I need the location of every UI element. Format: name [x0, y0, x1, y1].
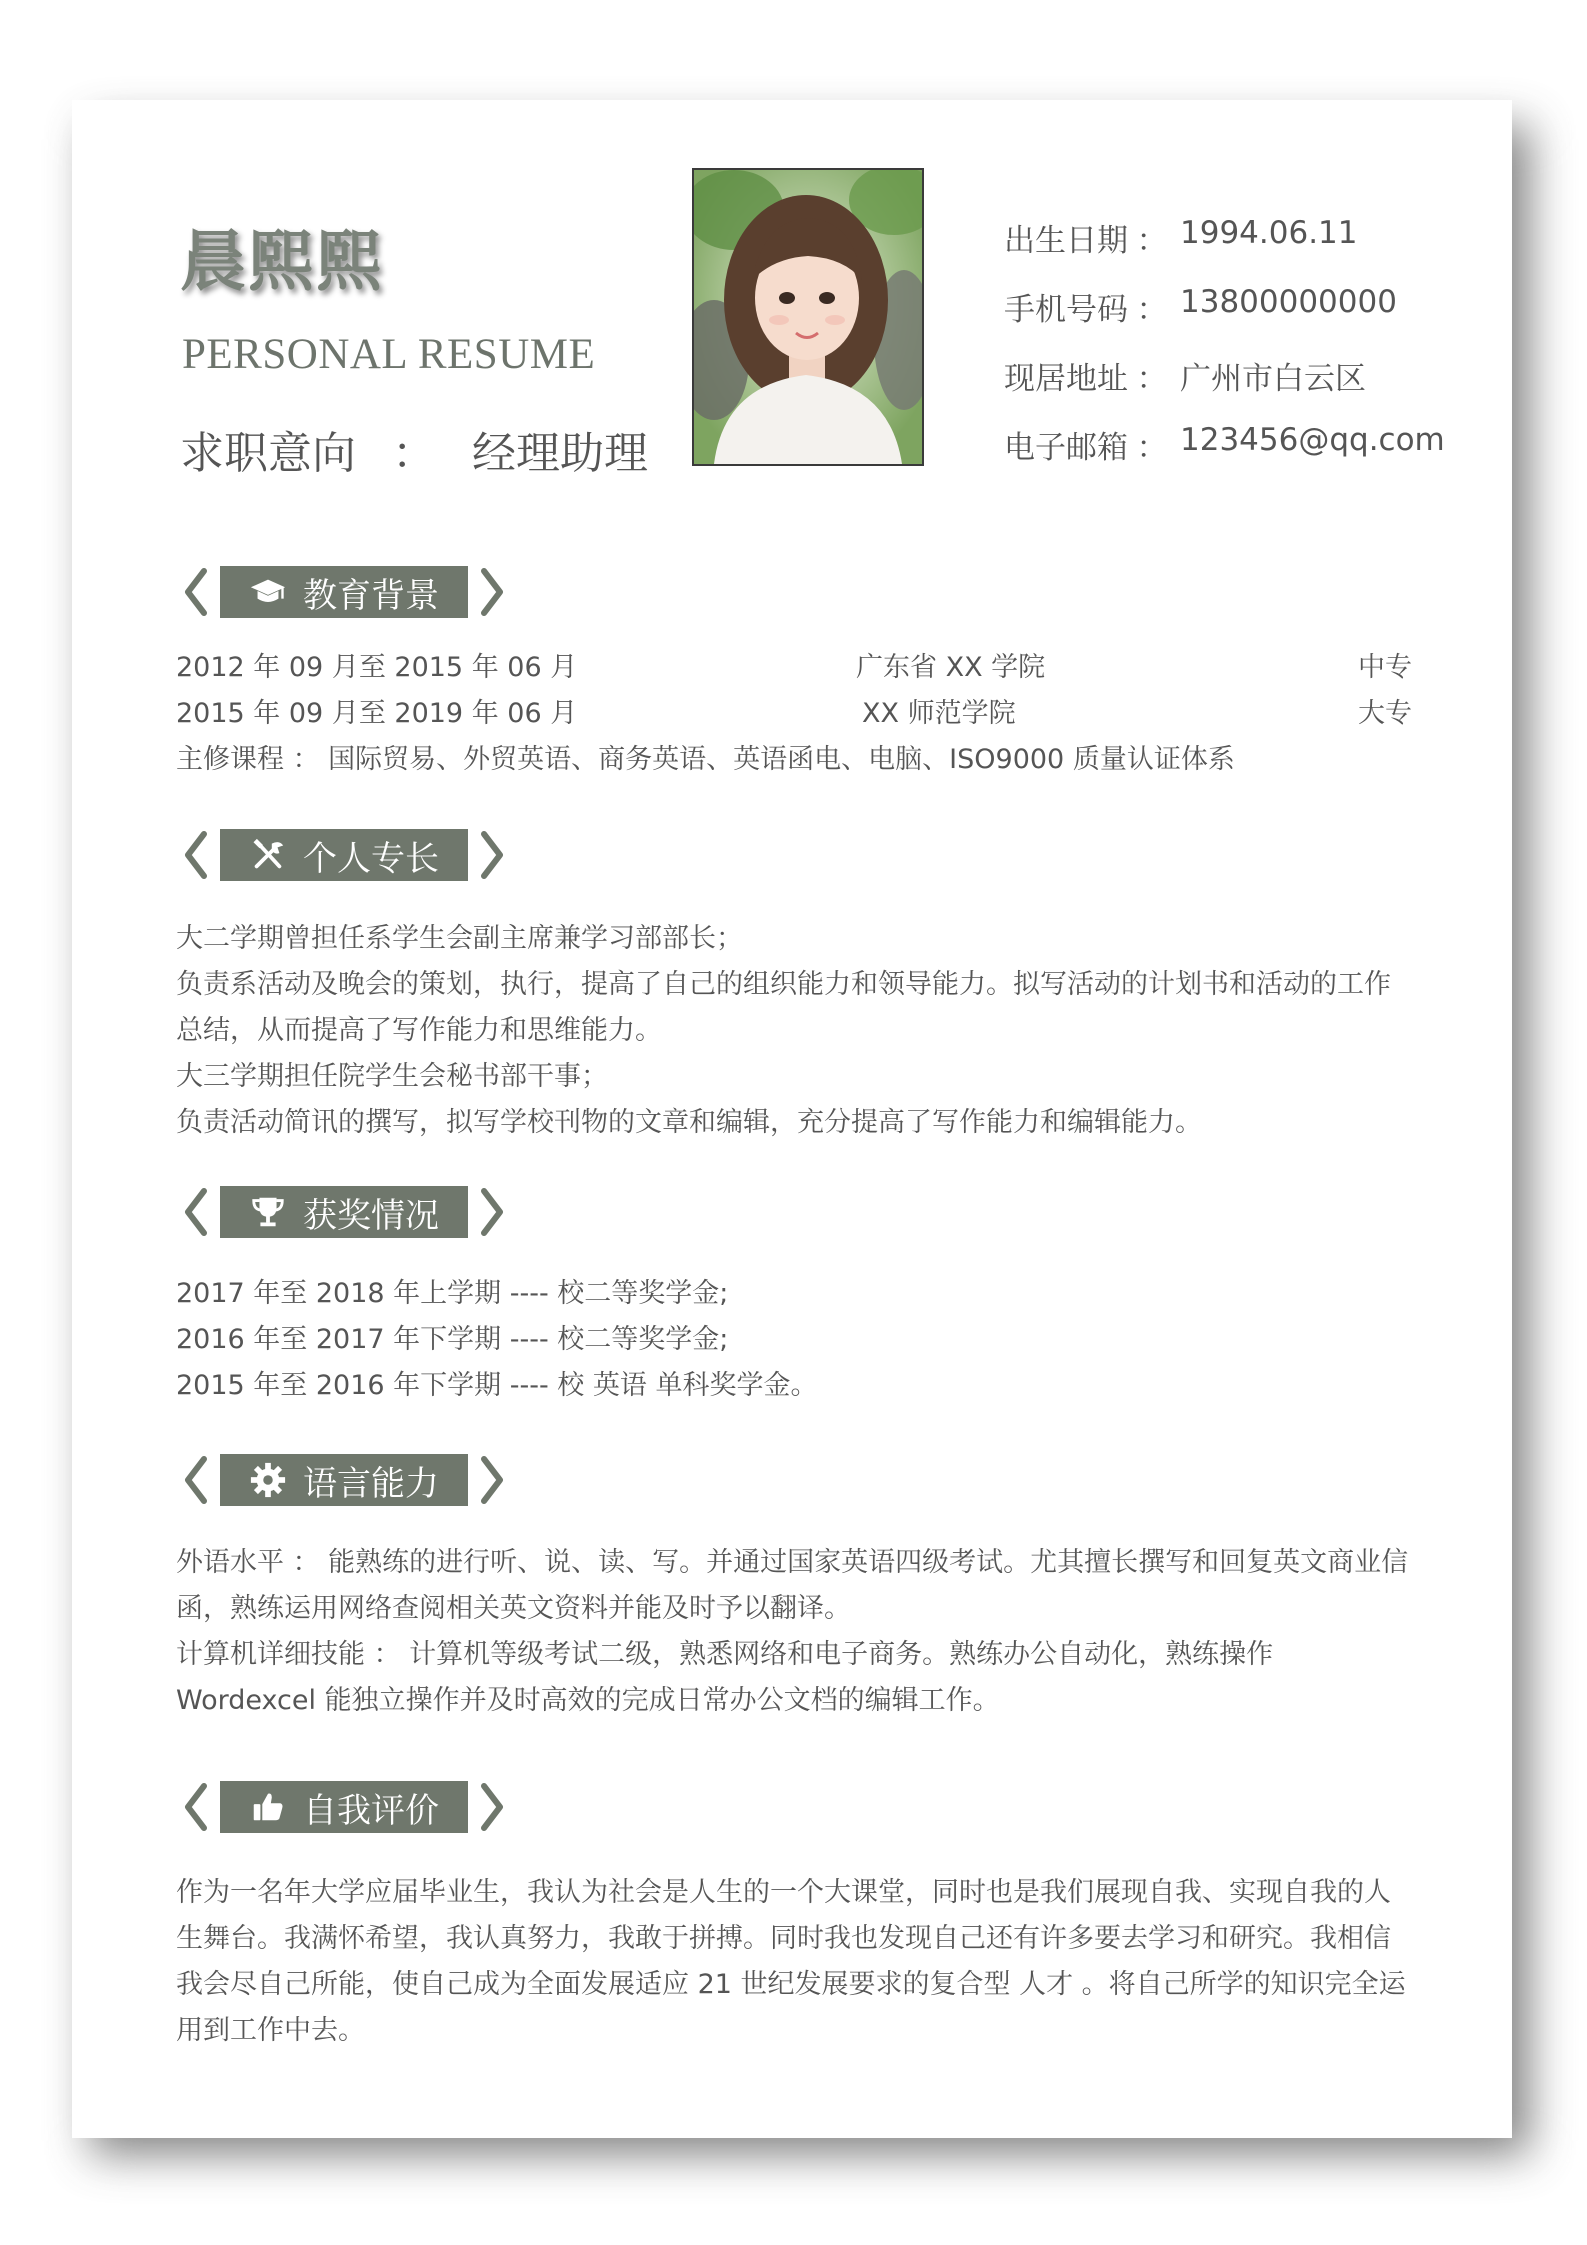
contact-colon: ：	[1136, 430, 1168, 466]
section-label-education	[220, 566, 468, 618]
section-header-language	[180, 1454, 508, 1506]
chevron-left-icon	[180, 1782, 210, 1832]
section-header-self-evaluation	[180, 1781, 508, 1833]
tools-icon	[249, 836, 287, 874]
courses-line	[176, 737, 1416, 783]
section-header-education	[180, 566, 508, 618]
education-row	[176, 645, 1412, 691]
education-school: 广东省 XX 学院	[856, 652, 1046, 683]
job-objective	[180, 417, 648, 481]
birthdate-value: 1994.06.11	[1180, 215, 1358, 251]
trophy-icon	[249, 1193, 287, 1231]
education-school: XX 师范学院	[862, 698, 1016, 729]
contact-label: 手机号码	[1004, 292, 1128, 328]
contact-colon: ：	[1136, 361, 1168, 397]
award-item: 2017 年至 2018 年上学期 ---- 校二等奖学金;	[176, 1278, 729, 1309]
portrait-image	[694, 170, 922, 464]
chevron-left-icon	[180, 830, 210, 880]
education-degree: 大专	[1358, 698, 1412, 729]
candidate-name: 晨熙熙	[180, 223, 384, 300]
contact-label: 现居地址	[1004, 361, 1128, 397]
contact-label: 电子邮箱	[1004, 430, 1128, 466]
section-label-self-evaluation	[220, 1781, 468, 1833]
graduation-cap-icon	[249, 573, 287, 611]
contact-row-phone	[1004, 284, 1445, 353]
section-title: 获奖情况	[303, 1195, 439, 1236]
address-value: 广州市白云区	[1180, 361, 1366, 397]
resume-title: PERSONAL RESUME	[182, 331, 596, 378]
contact-row-address	[1004, 353, 1445, 422]
skills-line: 大三学期担任院学生会秘书部干事；	[176, 1061, 608, 1092]
skills-line: 负责系活动及晚会的策划，执行，提高了自己的组织能力和领导能力。拟写活动的计划书和活动的工作总结，从而提高了写作能力和思维能力。	[176, 969, 1391, 1046]
education-date: 2015 年 09 月至 2019 年 06 月	[176, 698, 578, 729]
chevron-right-icon	[478, 1455, 508, 1505]
contact-colon: ：	[1136, 292, 1168, 328]
contact-info	[1004, 215, 1445, 491]
section-header-awards	[180, 1186, 508, 1238]
language-text	[176, 1540, 1416, 1724]
education-date: 2012 年 09 月至 2015 年 06 月	[176, 652, 578, 683]
thumbs-up-icon	[249, 1788, 287, 1826]
chevron-left-icon	[180, 1187, 210, 1237]
resume-page	[72, 100, 1512, 2138]
section-title: 自我评价	[303, 1790, 439, 1831]
skills-text	[176, 916, 1416, 1146]
contact-colon: ：	[1136, 223, 1168, 259]
section-label-awards	[220, 1186, 468, 1238]
education-row	[176, 691, 1412, 737]
contact-row-email	[1004, 422, 1445, 491]
email-value: 123456@qq.com	[1180, 422, 1445, 458]
chevron-right-icon	[478, 567, 508, 617]
contact-label: 出生日期	[1004, 223, 1128, 259]
skills-line: 大二学期曾担任系学生会副主席兼学习部部长；	[176, 923, 743, 954]
section-label-language	[220, 1454, 468, 1506]
gear-icon	[249, 1461, 287, 1499]
chevron-right-icon	[478, 1187, 508, 1237]
education-degree: 中专	[1358, 652, 1412, 683]
chevron-right-icon	[478, 830, 508, 880]
section-title: 教育背景	[303, 575, 439, 616]
self-evaluation-text	[176, 1870, 1416, 2054]
award-item: 2016 年至 2017 年下学期 ---- 校二等奖学金;	[176, 1324, 729, 1355]
objective-colon: ：	[392, 428, 436, 479]
language-item: 计算机详细技能 ： 计算机等级考试二级，熟悉网络和电子商务。熟练办公自动化，熟练操作 Wordexcel 能独立操作并及时高效的完成日常办公文档的编辑工作。	[176, 1639, 1274, 1716]
language-item: 外语水平 ： 能熟练的进行听、说、读、写。并通过国家英语四级考试。尤其擅长撰写和回复英文商业信函，熟练运用网络查阅相关英文资料并能及时予以翻译。	[176, 1547, 1409, 1624]
profile-photo	[692, 168, 924, 466]
objective-label: 求职意向	[180, 428, 356, 479]
chevron-left-icon	[180, 1455, 210, 1505]
section-label-skills	[220, 829, 468, 881]
awards-list	[176, 1271, 1416, 1409]
chevron-right-icon	[478, 1782, 508, 1832]
phone-value: 13800000000	[1180, 284, 1397, 320]
objective-value: 经理助理	[472, 428, 648, 479]
section-title: 语言能力	[303, 1463, 439, 1504]
section-header-skills	[180, 829, 508, 881]
section-title: 个人专长	[303, 838, 439, 879]
self-evaluation-paragraph: 作为一名年大学应届毕业生，我认为社会是人生的一个大课堂，同时也是我们展现自我、实现自我的人生舞台。我满怀希望，我认真努力，我敢于拼搏。同时我也发现自己还有许多要去学习和研究。我相信我会尽自己所能，使自己成为全面发展适应 21 世纪发展要求的复合型 人才 。将自己所学的知识完全运用到工作中去。	[176, 1877, 1406, 2046]
award-item: 2015 年至 2016 年下学期 ---- 校 英语 单科奖学金。	[176, 1370, 818, 1401]
skills-line: 负责活动简讯的撰写，拟写学校刊物的文章和编辑，充分提高了写作能力和编辑能力。	[176, 1107, 1202, 1138]
courses-text: 主修课程 ： 国际贸易、外贸英语、商务英语、英语函电、电脑、ISO9000 质量认证体系	[176, 744, 1235, 775]
contact-row-birthdate	[1004, 215, 1445, 284]
chevron-left-icon	[180, 567, 210, 617]
